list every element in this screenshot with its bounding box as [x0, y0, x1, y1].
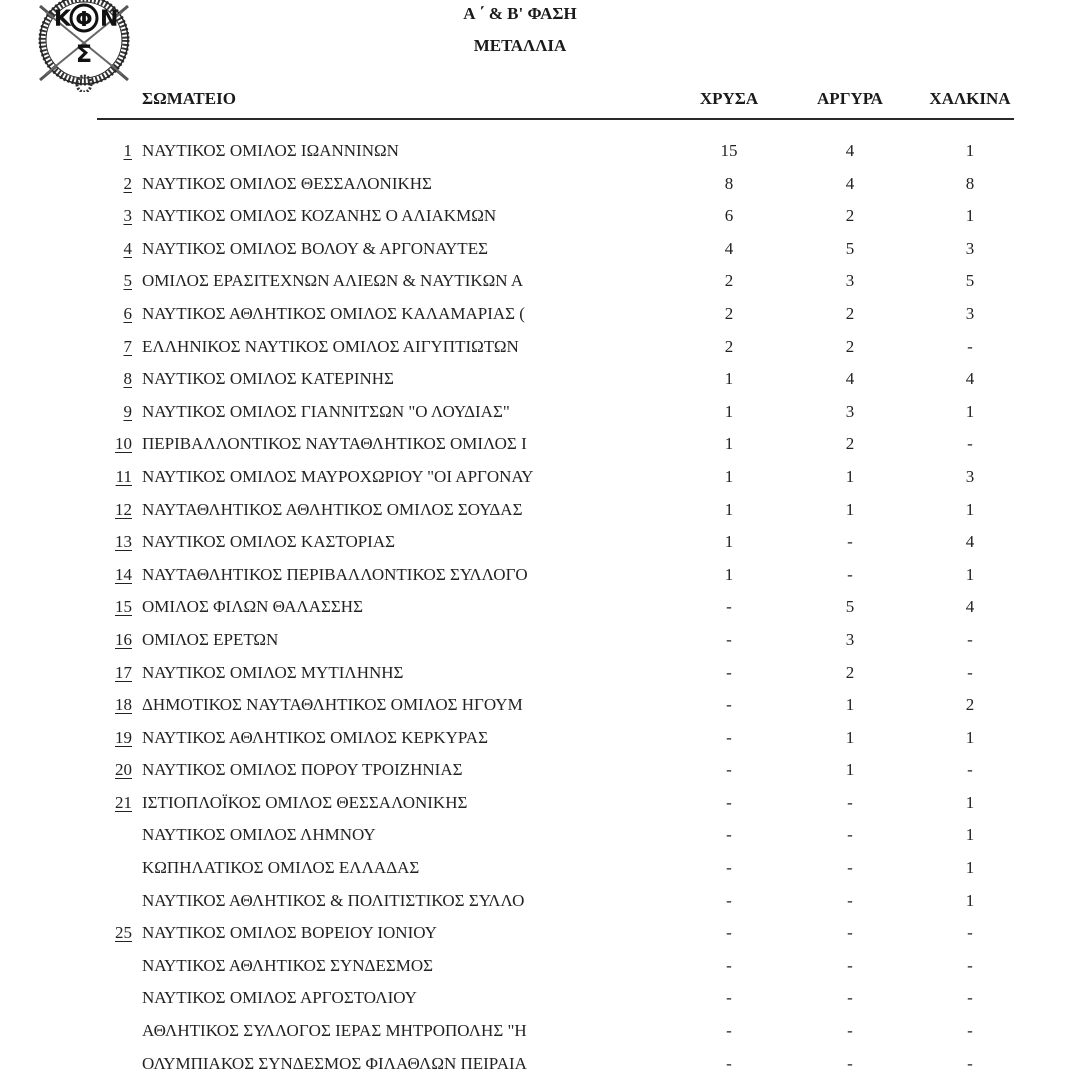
gold-count-cell: -	[726, 858, 732, 878]
rank-cell: 18	[115, 695, 132, 715]
club-name-cell: ΕΛΛΗΝΙΚΟΣ ΝΑΥΤΙΚΟΣ ΟΜΙΛΟΣ ΑΙΓΥΠΤΙΩΤΩΝ	[142, 336, 519, 356]
rank-cell: 4	[123, 238, 132, 258]
rank-cell: 2	[123, 173, 132, 193]
rank-cell: 1	[123, 141, 132, 160]
table-row	[0, 627, 1080, 660]
header-bronze: ΧΑΛΚΙΝΑ	[929, 89, 1011, 108]
table-row	[0, 203, 1080, 236]
club-name-cell: ΝΑΥΤΙΚΟΣ ΟΜΙΛΟΣ ΙΩΑΝΝΙΝΩΝ	[142, 141, 399, 160]
gold-count-cell: -	[726, 760, 732, 780]
gold-count-cell: -	[726, 1021, 732, 1041]
table-row	[0, 562, 1080, 595]
rank-cell: 6	[123, 303, 132, 323]
table-row	[0, 268, 1080, 301]
club-name-cell: ΝΑΥΤΙΚΟΣ ΟΜΙΛΟΣ ΠΟΡΟΥ ΤΡΟΙΖΗΝΙΑΣ	[142, 760, 463, 780]
rank-cell: 16	[115, 629, 132, 649]
club-name-cell: ΝΑΥΤΙΚΟΣ ΟΜΙΛΟΣ ΚΟΖΑΝΗΣ Ο ΑΛΙΑΚΜΩΝ	[142, 206, 497, 226]
table-row	[0, 790, 1080, 823]
bronze-count-cell: 1	[965, 825, 975, 845]
table-row	[0, 953, 1080, 986]
rank-cell: 3	[123, 206, 132, 226]
bronze-count-cell: 4	[965, 532, 975, 552]
silver-count-cell: 5	[845, 238, 855, 258]
club-name-cell: ΝΑΥΤΙΚΟΣ ΟΜΙΛΟΣ ΜΑΥΡΟΧΩΡΙΟΥ "ΟΙ ΑΡΓΟΝΑΥ	[142, 466, 534, 486]
club-name-cell: ΔΗΜΟΤΙΚΟΣ ΝΑΥΤΑΘΛΗΤΙΚΟΣ ΟΜΙΛΟΣ ΗΓΟΥΜ	[142, 695, 523, 715]
rank-cell: 21	[115, 792, 132, 812]
gold-count-cell: 1	[724, 499, 734, 519]
table-row	[0, 594, 1080, 627]
table-row	[0, 692, 1080, 725]
bronze-count-cell: 1	[965, 564, 975, 584]
silver-count-cell: 4	[845, 141, 855, 160]
rank-cell: 14	[115, 564, 132, 584]
rank-cell: 20	[115, 760, 132, 780]
club-name-cell: ΝΑΥΤΙΚΟΣ ΟΜΙΛΟΣ ΒΟΛΟΥ & ΑΡΓΟΝΑΥΤΕΣ	[142, 238, 488, 258]
club-name-cell: ΝΑΥΤΙΚΟΣ ΟΜΙΛΟΣ ΓΙΑΝΝΙΤΣΩΝ "Ο ΛΟΥΔΙΑΣ"	[142, 401, 510, 421]
club-name-cell: ΝΑΥΤΙΚΟΣ ΟΜΙΛΟΣ ΒΟΡΕΙΟΥ ΙΟΝΙΟΥ	[142, 923, 437, 943]
club-name-cell: ΝΑΥΤΙΚΟΣ ΟΜΙΛΟΣ ΘΕΣΣΑΛΟΝΙΚΗΣ	[142, 173, 432, 193]
gold-count-cell: 1	[724, 369, 734, 389]
table-row	[0, 366, 1080, 399]
gold-count-cell: -	[726, 662, 732, 682]
club-name-cell: ΟΛΥΜΠΙΑΚΟΣ ΣΥΝΔΕΣΜΟΣ ΦΙΛΑΘΛΩΝ ΠΕΙΡΑΙΑ	[142, 1053, 527, 1073]
document-title: Α ΄ & Β' ΦΑΣΗ	[463, 4, 577, 23]
table-row	[0, 171, 1080, 204]
silver-count-cell: -	[847, 923, 853, 943]
club-name-cell: ΝΑΥΤΙΚΟΣ ΟΜΙΛΟΣ ΛΗΜΝΟΥ	[142, 825, 376, 845]
logo-letter-n: Ν	[100, 7, 119, 32]
gold-count-cell: 2	[724, 271, 734, 291]
bronze-count-cell: -	[967, 336, 973, 356]
table-row	[0, 497, 1080, 530]
table-row	[0, 822, 1080, 855]
table-row	[0, 985, 1080, 1018]
silver-count-cell: 2	[845, 206, 855, 226]
gold-count-cell: -	[726, 890, 732, 910]
bronze-count-cell: 1	[965, 401, 975, 421]
rank-cell: 13	[115, 532, 132, 552]
rank-cell: 25	[115, 923, 132, 943]
gold-count-cell: -	[726, 629, 732, 649]
gold-count-cell: 4	[724, 238, 734, 258]
silver-count-cell: -	[847, 792, 853, 812]
club-name-cell: ΟΜΙΛΟΣ ΦΙΛΩΝ ΘΑΛΑΣΣΗΣ	[142, 597, 363, 617]
table-row	[0, 334, 1080, 367]
silver-count-cell: 1	[845, 695, 855, 715]
silver-count-cell: -	[847, 858, 853, 878]
club-name-cell: ΙΣΤΙΟΠΛΟΪΚΟΣ ΟΜΙΛΟΣ ΘΕΣΣΑΛΟΝΙΚΗΣ	[142, 792, 468, 812]
table-row	[0, 431, 1080, 464]
silver-count-cell: -	[847, 1053, 853, 1073]
table-header	[0, 89, 1080, 113]
bronze-count-cell: -	[967, 760, 973, 780]
silver-count-cell: 2	[845, 434, 855, 454]
gold-count-cell: 1	[724, 532, 734, 552]
bronze-count-cell: -	[967, 955, 973, 975]
silver-count-cell: 3	[845, 629, 855, 649]
header-divider	[97, 118, 1014, 120]
silver-count-cell: 5	[845, 597, 855, 617]
bronze-count-cell: 1	[965, 141, 975, 160]
rank-cell: 10	[115, 434, 132, 454]
rank-cell: 19	[115, 727, 132, 747]
silver-count-cell: 4	[845, 173, 855, 193]
silver-count-cell: 3	[845, 401, 855, 421]
club-name-cell: ΝΑΥΤΙΚΟΣ ΑΘΛΗΤΙΚΟΣ ΟΜΙΛΟΣ ΚΕΡΚΥΡΑΣ	[142, 727, 488, 747]
club-name-cell: ΝΑΥΤΙΚΟΣ ΟΜΙΛΟΣ ΑΡΓΟΣΤΟΛΙΟΥ	[142, 988, 417, 1008]
club-name-cell: ΟΜΙΛΟΣ ΕΡΑΣΙΤΕΧΝΩΝ ΑΛΙΕΩΝ & ΝΑΥΤΙΚΩΝ Α	[142, 271, 524, 291]
bronze-count-cell: -	[967, 434, 973, 454]
table-row	[0, 1018, 1080, 1051]
silver-count-cell: 1	[845, 760, 855, 780]
silver-count-cell: -	[847, 988, 853, 1008]
silver-count-cell: -	[847, 564, 853, 584]
club-name-cell: ΟΜΙΛΟΣ ΕΡΕΤΩΝ	[142, 629, 279, 649]
gold-count-cell: -	[726, 825, 732, 845]
table-row	[0, 1051, 1080, 1083]
gold-count-cell: 1	[724, 434, 734, 454]
bronze-count-cell: 1	[965, 890, 975, 910]
table-row	[0, 855, 1080, 888]
club-name-cell: ΝΑΥΤΙΚΟΣ ΟΜΙΛΟΣ ΚΑΤΕΡΙΝΗΣ	[142, 369, 394, 389]
gold-count-cell: -	[726, 988, 732, 1008]
bronze-count-cell: 2	[965, 695, 975, 715]
silver-count-cell: -	[847, 825, 853, 845]
gold-count-cell: 1	[724, 564, 734, 584]
document-subtitle: ΜΕΤΑΛΛΙΑ	[473, 36, 567, 55]
table-row	[0, 888, 1080, 921]
table-row	[0, 529, 1080, 562]
bronze-count-cell: -	[967, 662, 973, 682]
gold-count-cell: 15	[720, 141, 738, 160]
club-name-cell: ΝΑΥΤΙΚΟΣ ΟΜΙΛΟΣ ΜΥΤΙΛΗΝΗΣ	[142, 662, 404, 682]
bronze-count-cell: -	[967, 1053, 973, 1073]
silver-count-cell: 1	[845, 727, 855, 747]
gold-count-cell: -	[726, 792, 732, 812]
club-name-cell: ΝΑΥΤΙΚΟΣ ΑΘΛΗΤΙΚΟΣ ΣΥΝΔΕΣΜΟΣ	[142, 955, 434, 975]
bronze-count-cell: 1	[965, 499, 975, 519]
gold-count-cell: -	[726, 695, 732, 715]
table-row	[0, 757, 1080, 790]
gold-count-cell: -	[726, 1053, 732, 1073]
table-row	[0, 920, 1080, 953]
silver-count-cell: 3	[845, 271, 855, 291]
gold-count-cell: -	[726, 727, 732, 747]
silver-count-cell: 1	[845, 499, 855, 519]
logo-letter-sigma: Σ	[75, 40, 93, 68]
table-row	[0, 138, 1080, 171]
bronze-count-cell: 3	[965, 466, 975, 486]
bronze-count-cell: 8	[965, 173, 975, 193]
bronze-count-cell: -	[967, 629, 973, 649]
club-name-cell: ΑΘΛΗΤΙΚΟΣ ΣΥΛΛΟΓΟΣ ΙΕΡΑΣ ΜΗΤΡΟΠΟΛΗΣ "Η	[142, 1021, 527, 1041]
logo-letter-phi: Φ	[75, 7, 93, 31]
silver-count-cell: -	[847, 532, 853, 552]
bronze-count-cell: 1	[965, 858, 975, 878]
bronze-count-cell: -	[967, 923, 973, 943]
bronze-count-cell: 1	[965, 792, 975, 812]
bronze-count-cell: -	[967, 1021, 973, 1041]
silver-count-cell: 1	[845, 466, 855, 486]
header-silver: ΑΡΓΥΡΑ	[817, 89, 883, 108]
rank-cell: 8	[123, 369, 132, 389]
header-club: ΣΩΜΑΤΕΙΟ	[142, 89, 236, 108]
bronze-count-cell: 1	[965, 206, 975, 226]
rank-cell: 11	[115, 466, 132, 486]
silver-count-cell: -	[847, 1021, 853, 1041]
club-name-cell: ΚΩΠΗΛΑΤΙΚΟΣ ΟΜΙΛΟΣ ΕΛΛΑΔΑΣ	[142, 858, 420, 878]
club-name-cell: ΝΑΥΤΑΘΛΗΤΙΚΟΣ ΑΘΛΗΤΙΚΟΣ ΟΜΙΛΟΣ ΣΟΥΔΑΣ	[142, 499, 523, 519]
rank-cell: 17	[115, 662, 132, 682]
table-row	[0, 725, 1080, 758]
club-name-cell: ΝΑΥΤΙΚΟΣ ΑΘΛΗΤΙΚΟΣ & ΠΟΛΙΤΙΣΤΙΚΟΣ ΣΥΛΛΟ	[142, 890, 525, 910]
gold-count-cell: 8	[724, 173, 734, 193]
bronze-count-cell: 5	[965, 271, 975, 291]
rank-cell: 12	[115, 499, 132, 519]
gold-count-cell: 1	[724, 466, 734, 486]
table-row	[0, 660, 1080, 693]
table-row	[0, 399, 1080, 432]
bronze-count-cell: 4	[965, 597, 975, 617]
header-gold: ΧΡΥΣΑ	[699, 89, 759, 108]
club-name-cell: ΝΑΥΤΑΘΛΗΤΙΚΟΣ ΠΕΡΙΒΑΛΛΟΝΤΙΚΟΣ ΣΥΛΛΟΓΟ	[142, 564, 528, 584]
gold-count-cell: 2	[724, 303, 734, 323]
silver-count-cell: 4	[845, 369, 855, 389]
bronze-count-cell: 4	[965, 369, 975, 389]
table-row	[0, 236, 1080, 269]
bronze-count-cell: 3	[965, 238, 975, 258]
bronze-count-cell: 1	[965, 727, 975, 747]
gold-count-cell: -	[726, 955, 732, 975]
medal-table-body	[0, 138, 1080, 1083]
rank-cell: 7	[123, 336, 132, 356]
rank-cell: 5	[123, 271, 132, 291]
gold-count-cell: 2	[724, 336, 734, 356]
gold-count-cell: 1	[724, 401, 734, 421]
table-row	[0, 301, 1080, 334]
bronze-count-cell: -	[967, 988, 973, 1008]
silver-count-cell: -	[847, 890, 853, 910]
rank-cell: 15	[115, 597, 132, 617]
club-name-cell: ΠΕΡΙΒΑΛΛΟΝΤΙΚΟΣ ΝΑΥΤΑΘΛΗΤΙΚΟΣ ΟΜΙΛΟΣ Ι	[142, 434, 527, 454]
club-name-cell: ΝΑΥΤΙΚΟΣ ΑΘΛΗΤΙΚΟΣ ΟΜΙΛΟΣ ΚΑΛΑΜΑΡΙΑΣ (	[142, 303, 525, 323]
silver-count-cell: -	[847, 955, 853, 975]
rank-cell: 9	[123, 401, 132, 421]
gold-count-cell: -	[726, 597, 732, 617]
bronze-count-cell: 3	[965, 303, 975, 323]
silver-count-cell: 2	[845, 662, 855, 682]
silver-count-cell: 2	[845, 336, 855, 356]
gold-count-cell: 6	[724, 206, 734, 226]
logo-letter-k: Κ	[54, 7, 72, 32]
club-name-cell: ΝΑΥΤΙΚΟΣ ΟΜΙΛΟΣ ΚΑΣΤΟΡΙΑΣ	[142, 532, 396, 552]
silver-count-cell: 2	[845, 303, 855, 323]
gold-count-cell: -	[726, 923, 732, 943]
table-row	[0, 464, 1080, 497]
